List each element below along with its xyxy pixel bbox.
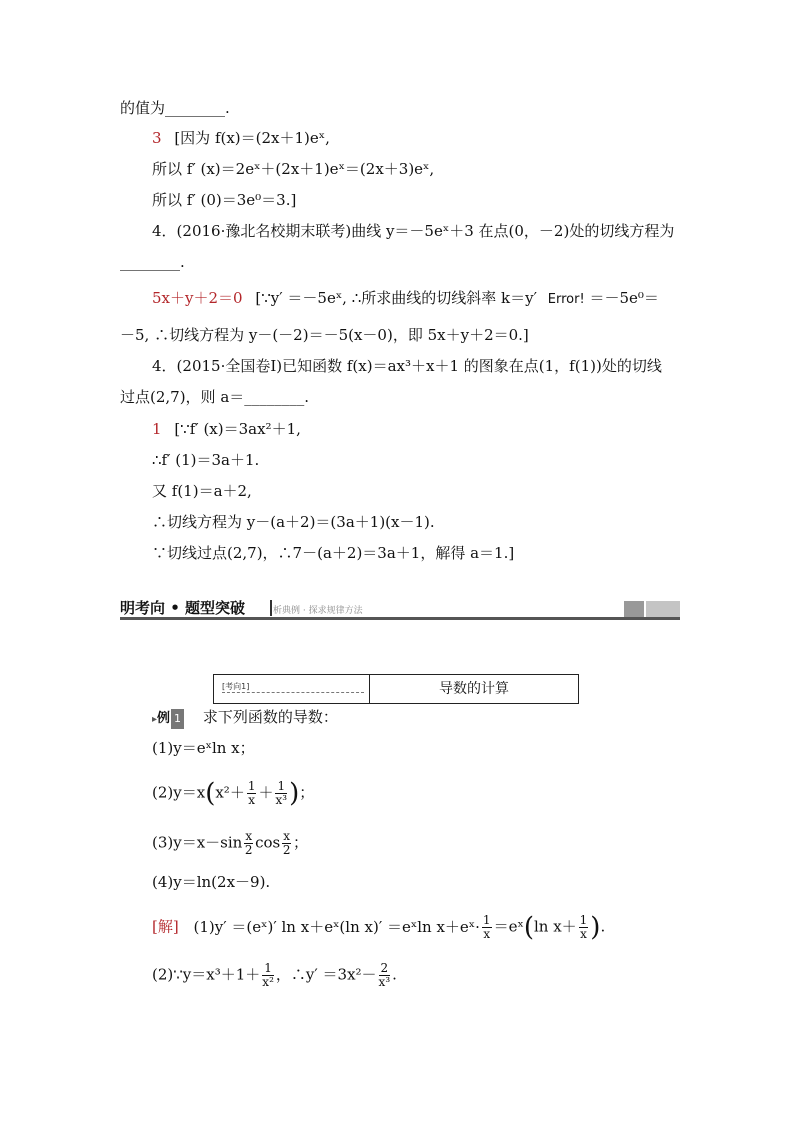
fraction-numerator: x: [245, 829, 253, 843]
solution-text: ln x＋: [533, 917, 577, 936]
section-divider: [270, 600, 272, 616]
fraction-numerator: 1: [482, 913, 491, 927]
problem-text: ；: [293, 833, 309, 852]
example-prompt: 求下列函数的导数：: [202, 708, 338, 726]
text-line: 的值为________.: [120, 99, 230, 117]
answer-value: 3: [152, 129, 162, 147]
answer-line: [152, 128, 330, 148]
section-decor-block: [624, 601, 644, 617]
fraction: [247, 780, 257, 807]
problem-text: (2)y＝x: [152, 783, 206, 802]
problem-line: (1)y＝eˣln x；: [152, 739, 255, 757]
fraction: [579, 914, 589, 941]
fraction-denominator: 2: [282, 843, 291, 857]
fraction-denominator: 2: [244, 843, 253, 857]
solution-text: ，∴y′ ＝3x²－: [275, 965, 377, 984]
problem-line: [152, 830, 308, 857]
solution-line: 所以 f′ (0)＝3e⁰＝3.]: [152, 191, 297, 209]
solution-line: －5, ∴切线方程为 y－(－2)＝－5(x－0)，即 5x＋y＋2＝0.]: [120, 326, 529, 344]
fraction-denominator: x²: [262, 975, 274, 989]
problem-text: ；: [299, 783, 315, 802]
problem-line: [152, 780, 314, 807]
solution-text: [∵f′ (x)＝3ax²＋1,: [174, 420, 301, 438]
answer-value: 1: [152, 420, 162, 438]
question-line: 4．(2016·豫北名校期末联考)曲线 y＝－5eˣ＋3 在点(0，－2)处的切线方程为: [152, 222, 675, 240]
fraction-numerator: 1: [264, 961, 272, 975]
paren-left: (: [523, 912, 534, 943]
example-number: 1: [171, 709, 184, 729]
fraction-denominator: x: [580, 927, 587, 941]
solution-label: [解]: [152, 917, 179, 936]
solution-text: .: [392, 965, 397, 984]
solution-text: [因为 f(x)＝(2x＋1)eˣ,: [174, 129, 330, 147]
solution-text: (2)∵y＝x³＋1＋: [152, 965, 261, 984]
solution-text: ＝－5e⁰＝: [589, 289, 659, 307]
question-line: 4．(2015·全国卷Ⅰ)已知函数 f(x)＝ax³＋x＋1 的图象在点(1，f(1))处的切线: [152, 357, 662, 375]
solution-text: .: [600, 917, 606, 936]
section-decor-block: [646, 601, 680, 617]
solution-line: 所以 f′ (x)＝2eˣ＋(2x＋1)eˣ＝(2x＋3)eˣ,: [152, 160, 435, 178]
example-marker-icon: ▸: [152, 714, 158, 725]
fraction-numerator: 1: [247, 779, 256, 793]
problem-text: cos: [255, 833, 281, 852]
fraction-numerator: 2: [380, 961, 389, 975]
topic-title: 导数的计算: [439, 681, 509, 697]
solution-line: ∴f′ (1)＝3a＋1.: [152, 451, 260, 469]
problem-text: ＋: [258, 783, 274, 802]
fraction-numerator: x: [283, 829, 291, 843]
example-badge: 例: [157, 711, 171, 726]
fraction: [482, 914, 492, 941]
fraction-denominator: x³: [275, 793, 288, 807]
topic-tag: [考向1]: [222, 682, 250, 691]
answer-blank-line: ________.: [120, 253, 185, 271]
answer-line: [152, 419, 301, 439]
fraction: [379, 962, 391, 989]
answer-line: [152, 288, 659, 310]
section-title: 明考向 • 题型突破: [120, 599, 246, 617]
fraction-denominator: x: [483, 927, 491, 941]
paren-left: (: [205, 778, 216, 809]
fraction: [282, 830, 291, 857]
solution-line: [152, 962, 397, 989]
solution-line: [152, 914, 605, 941]
fraction-numerator: 1: [277, 779, 286, 793]
paren-right: ): [289, 778, 300, 809]
solution-text: [∵y′ ＝－5eˣ, ∴所求曲线的切线斜率 k＝y′: [255, 289, 537, 307]
problem-text: x²＋: [215, 783, 245, 802]
paren-right: ): [590, 912, 601, 943]
fraction: [275, 780, 287, 807]
error-text: Error!: [547, 292, 585, 307]
problem-line: (4)y＝ln(2x－9).: [152, 873, 271, 891]
topic-dash-line: [222, 692, 364, 693]
example-header: [152, 707, 338, 730]
section-subtitle: 析典例 · 探求规律方法: [273, 606, 363, 616]
answer-value: 5x＋y＋2＝0: [152, 289, 243, 307]
fraction-numerator: 1: [579, 913, 588, 927]
solution-text: ＝eˣ: [493, 917, 524, 936]
fraction-denominator: x³: [378, 975, 391, 989]
problem-text: (3)y＝x－sin: [152, 833, 243, 852]
solution-line: ∵切线过点(2,7)，∴7－(a＋2)＝3a＋1，解得 a＝1.]: [152, 544, 515, 562]
question-line: 过点(2,7)，则 a＝________.: [120, 388, 310, 406]
topic-box: [213, 674, 579, 704]
section-rule: [120, 617, 680, 620]
fraction-denominator: x: [248, 793, 256, 807]
topic-box-left: [214, 675, 370, 703]
solution-line: 又 f(1)＝a＋2,: [152, 482, 252, 500]
fraction: [262, 962, 274, 989]
solution-text: (1)y′ ＝(eˣ)′ ln x＋eˣ(ln x)′ ＝eˣln x＋eˣ·: [193, 917, 480, 936]
solution-line: ∴切线方程为 y－(a＋2)＝(3a＋1)(x－1).: [152, 513, 435, 531]
fraction: [244, 830, 253, 857]
